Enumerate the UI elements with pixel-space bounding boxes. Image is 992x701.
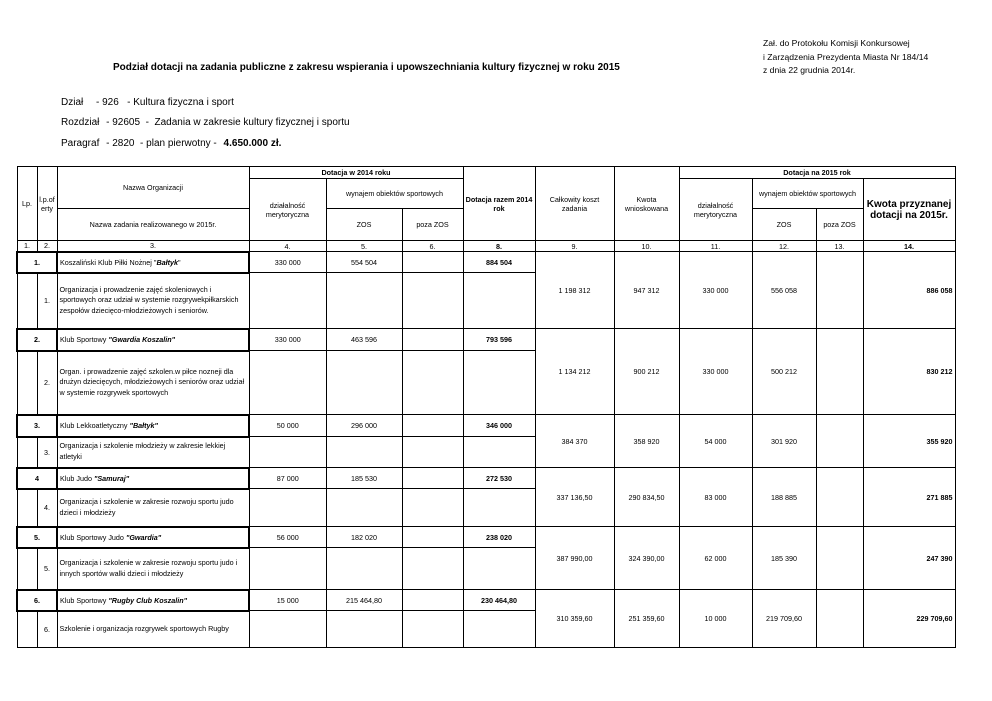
zos-2014: 185 530 <box>326 468 402 489</box>
blank-cell <box>249 351 326 415</box>
blank-cell <box>402 611 463 648</box>
organization-row <box>17 468 955 489</box>
kwota-przyznana-header: Kwota przyznanej dotacji na 2015r. <box>863 179 955 241</box>
dzialalnosc-2015: 10 000 <box>679 590 752 648</box>
task-description: Organizacja i prowadzenie zajęć skoleniowych i sportowych oraz udział w systemie rozgrywekpiłkarskich zespołów dziecięco-młodzieżowych i seniorów. <box>57 273 249 329</box>
column-number: 6. <box>402 241 463 252</box>
blank-cell <box>326 548 402 590</box>
rozdzial-line <box>61 117 350 128</box>
offer-number: 6. <box>37 611 57 648</box>
blank-cell <box>17 273 37 329</box>
paragraf-amount: 4.650.000 zł. <box>223 138 282 149</box>
column-number: 14. <box>863 241 955 252</box>
requested-amount: 947 312 <box>614 252 679 329</box>
wynajem-2014-header: wynajem obiektów sportowych <box>326 179 463 209</box>
poza-zos-2014 <box>402 329 463 351</box>
zos-2015: 188 885 <box>752 468 816 527</box>
requested-amount: 290 834,50 <box>614 468 679 527</box>
koszt-header: Całkowity koszt zadania <box>535 167 614 241</box>
task-description: Organizacja i szkolenie w zakresie rozwoju sportu judo dzieci i młodzieży <box>57 489 249 527</box>
dzialalnosc-2015: 330 000 <box>679 329 752 415</box>
poza-zos-2015 <box>816 527 863 590</box>
column-number: 11. <box>679 241 752 252</box>
dzial-value: - 926 - Kultura fizyczna i sport <box>96 97 234 108</box>
column-number: 5. <box>326 241 402 252</box>
dzial-label: Dział <box>61 97 84 108</box>
blank-cell <box>463 489 535 527</box>
dzialalnosc-2014: 56 000 <box>249 527 326 548</box>
paragraf-label: Paragraf <box>61 138 100 149</box>
blank-cell <box>249 548 326 590</box>
task-description: Organizacja i szkolenie w zakresie rozwoju sportu judo i innych sportów walki dzieci i młodzieży <box>57 548 249 590</box>
organization-name: Klub Lekkoatletyczny "Bałtyk" <box>57 415 249 437</box>
total-cost: 337 136,50 <box>535 468 614 527</box>
total-cost: 387 990,00 <box>535 527 614 590</box>
dzialalnosc-2014-header: działalność merytoryczna <box>249 179 326 241</box>
offer-number: 2. <box>37 351 57 415</box>
entry-number: 5. <box>17 527 57 548</box>
poza-zos-2014 <box>402 252 463 273</box>
organization-row <box>17 527 955 548</box>
blank-cell <box>17 351 37 415</box>
blank-cell <box>17 437 37 468</box>
dotacja-razem-2014: 272 530 <box>463 468 535 489</box>
blank-cell <box>249 273 326 329</box>
lp-oferty-header: l.p.oferty <box>37 167 57 241</box>
blank-cell <box>326 437 402 468</box>
requested-amount: 900 212 <box>614 329 679 415</box>
granted-amount: 271 885 <box>863 468 955 527</box>
dotacja-2015-header: Dotacja na 2015 rok <box>679 167 955 179</box>
granted-amount: 247 390 <box>863 527 955 590</box>
lp-header: Lp. <box>17 167 37 241</box>
total-cost: 1 134 212 <box>535 329 614 415</box>
blank-cell <box>17 548 37 590</box>
granted-amount: 229 709,60 <box>863 590 955 648</box>
dzialalnosc-2015: 62 000 <box>679 527 752 590</box>
zos-2015: 301 920 <box>752 415 816 468</box>
zos-2014-header: ZOS <box>326 209 402 241</box>
blank-cell <box>249 489 326 527</box>
paragraf-line <box>61 138 281 149</box>
granted-amount: 886 058 <box>863 252 955 329</box>
dzialalnosc-2014: 87 000 <box>249 468 326 489</box>
column-number: 13. <box>816 241 863 252</box>
granted-amount: 830 212 <box>863 329 955 415</box>
offer-number: 3. <box>37 437 57 468</box>
poza-zos-2014 <box>402 468 463 489</box>
attachment-note <box>763 37 928 78</box>
poza-zos-2015 <box>816 415 863 468</box>
blank-cell <box>402 489 463 527</box>
column-number: 8. <box>463 241 535 252</box>
blank-cell <box>326 611 402 648</box>
blank-cell <box>402 351 463 415</box>
total-cost: 310 359,60 <box>535 590 614 648</box>
blank-cell <box>17 489 37 527</box>
kwota-wnioskowana-header: Kwota wnioskowana <box>614 167 679 241</box>
dotacja-razem-2014: 884 504 <box>463 252 535 273</box>
column-number: 9. <box>535 241 614 252</box>
note-line: i Zarządzenia Prezydenta Miasta Nr 184/14 <box>763 51 929 62</box>
zos-2015: 185 390 <box>752 527 816 590</box>
dzialalnosc-2015: 83 000 <box>679 468 752 527</box>
organization-name: Klub Sportowy "Rugby Club Koszalin" <box>57 590 249 611</box>
column-number: 10. <box>614 241 679 252</box>
organization-row <box>17 415 955 437</box>
header-row <box>17 167 955 179</box>
total-cost: 384 370 <box>535 415 614 468</box>
offer-number: 1. <box>37 273 57 329</box>
organization-row <box>17 590 955 611</box>
organization-name: Koszaliński Klub Piłki Nożnej "Bałtyk" <box>57 252 249 273</box>
dotacja-razem-2014: 230 464,80 <box>463 590 535 611</box>
blank-cell <box>463 351 535 415</box>
blank-cell <box>17 611 37 648</box>
granted-amount: 355 920 <box>863 415 955 468</box>
organization-name: Klub Sportowy "Gwardia Koszalin" <box>57 329 249 351</box>
blank-cell <box>249 611 326 648</box>
dotacja-razem-2014: 346 000 <box>463 415 535 437</box>
organization-name: Klub Sportowy Judo "Gwardia" <box>57 527 249 548</box>
blank-cell <box>463 437 535 468</box>
organization-row <box>17 252 955 273</box>
task-description: Organizacja i szkolenie młodzieży w zakresie lekkiej atletyki <box>57 437 249 468</box>
entry-number: 4 <box>17 468 57 489</box>
poza-zos-2015 <box>816 252 863 329</box>
column-number: 4. <box>249 241 326 252</box>
organization-row <box>17 329 955 351</box>
task-name-header: Nazwa zadania realizowanego w 2015r. <box>57 209 249 241</box>
blank-cell <box>463 611 535 648</box>
entry-number: 2. <box>17 329 57 351</box>
zos-2014: 182 020 <box>326 527 402 548</box>
blank-cell <box>326 489 402 527</box>
wynajem-2015-header: wynajem obiektów sportowych <box>752 179 863 209</box>
poza-zos-2015-header: poza ZOS <box>816 209 863 241</box>
dotacja-2014-header: Dotacja w 2014 roku <box>249 167 463 179</box>
column-number: 3. <box>57 241 249 252</box>
dzialalnosc-2014: 330 000 <box>249 252 326 273</box>
offer-number: 5. <box>37 548 57 590</box>
poza-zos-2015 <box>816 468 863 527</box>
blank-cell <box>402 273 463 329</box>
column-number: 1. <box>17 241 37 252</box>
rozdzial-value: - 92605 - Zadania w zakresie kultury fizycznej i sportu <box>106 117 350 128</box>
poza-zos-2014-header: poza ZOS <box>402 209 463 241</box>
blank-cell <box>326 273 402 329</box>
zos-2015: 500 212 <box>752 329 816 415</box>
blank-cell <box>463 273 535 329</box>
note-line: z dnia 22 grudnia 2014r. <box>763 65 856 75</box>
poza-zos-2014 <box>402 527 463 548</box>
offer-number: 4. <box>37 489 57 527</box>
dotacja-razem-header: Dotacja razem 2014 rok <box>463 167 535 241</box>
poza-zos-2015 <box>816 590 863 648</box>
blank-cell <box>402 437 463 468</box>
entry-number: 3. <box>17 415 57 437</box>
paragraf-value: - 2820 - plan pierwotny - <box>106 138 217 149</box>
dotacja-razem-2014: 238 020 <box>463 527 535 548</box>
note-line: Zał. do Protokołu Komisji Konkursowej <box>763 38 910 48</box>
dzialalnosc-2015: 330 000 <box>679 252 752 329</box>
entry-number: 6. <box>17 590 57 611</box>
column-number: 12. <box>752 241 816 252</box>
zos-2015-header: ZOS <box>752 209 816 241</box>
document-title: Podział dotacji na zadania publiczne z zakresu wspierania i upowszechniania kultury fizycznej w roku 2015 <box>113 62 620 73</box>
zos-2015: 219 709,60 <box>752 590 816 648</box>
zos-2014: 463 596 <box>326 329 402 351</box>
dzialalnosc-2014: 15 000 <box>249 590 326 611</box>
poza-zos-2014 <box>402 415 463 437</box>
zos-2014: 296 000 <box>326 415 402 437</box>
grants-table <box>16 166 956 648</box>
task-description: Szkolenie i organizacja rozgrywek sportowych Rugby <box>57 611 249 648</box>
total-cost: 1 198 312 <box>535 252 614 329</box>
dzial-line <box>61 97 234 108</box>
requested-amount: 324 390,00 <box>614 527 679 590</box>
organization-name: Klub Judo "Samuraj" <box>57 468 249 489</box>
column-number-row <box>17 241 955 252</box>
entry-number: 1. <box>17 252 57 273</box>
requested-amount: 251 359,60 <box>614 590 679 648</box>
blank-cell <box>249 437 326 468</box>
blank-cell <box>463 548 535 590</box>
column-number: 2. <box>37 241 57 252</box>
zos-2014: 215 464,80 <box>326 590 402 611</box>
rozdzial-label: Rozdział <box>61 117 100 128</box>
poza-zos-2014 <box>402 590 463 611</box>
requested-amount: 358 920 <box>614 415 679 468</box>
blank-cell <box>326 351 402 415</box>
poza-zos-2015 <box>816 329 863 415</box>
org-name-header: Nazwa Organizacji <box>57 167 249 209</box>
dzialalnosc-2014: 50 000 <box>249 415 326 437</box>
zos-2015: 556 058 <box>752 252 816 329</box>
dzialalnosc-2015: 54 000 <box>679 415 752 468</box>
task-description: Organ. i prowadzenie zajęć szkolen.w piłce nozneji dla drużyn dziecięcych, młodzieżowych i seniorów oraz udział w systemie rozgrywek sportowych <box>57 351 249 415</box>
dzialalnosc-2014: 330 000 <box>249 329 326 351</box>
dzialalnosc-2015-header: działalność merytoryczna <box>679 179 752 241</box>
blank-cell <box>402 548 463 590</box>
zos-2014: 554 504 <box>326 252 402 273</box>
dotacja-razem-2014: 793 596 <box>463 329 535 351</box>
